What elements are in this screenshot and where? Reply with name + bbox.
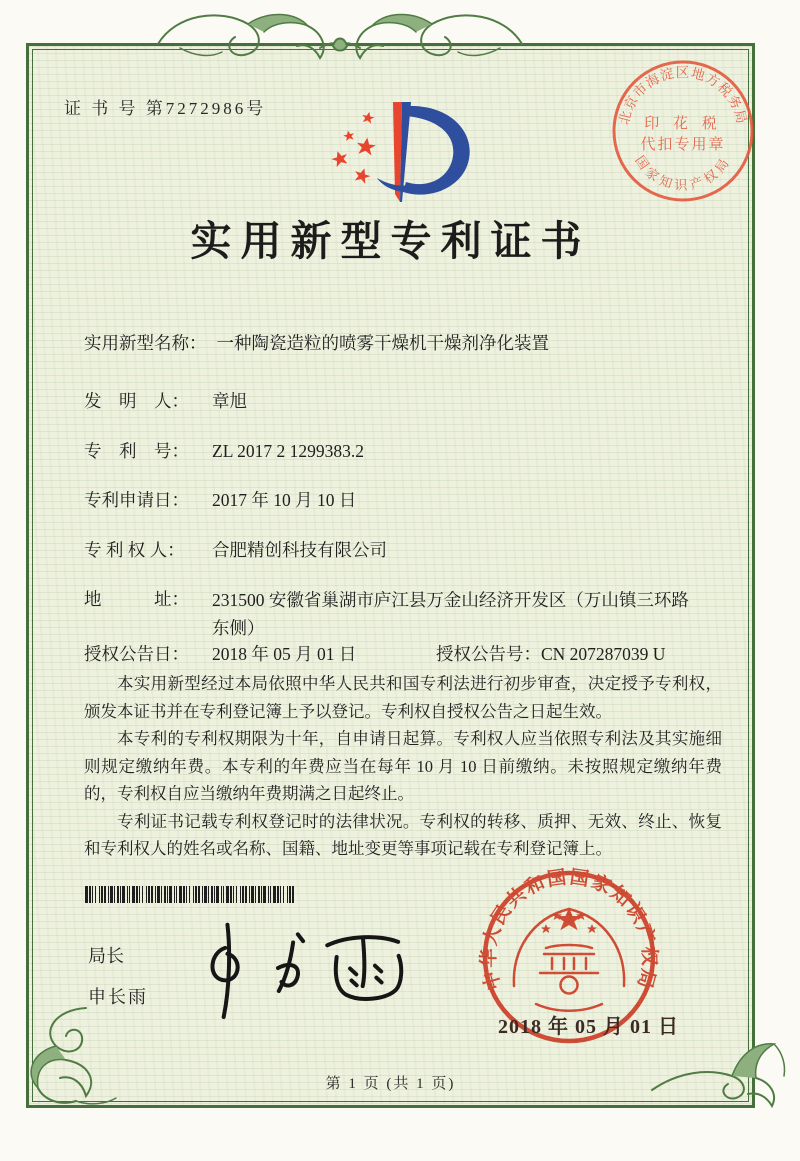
field-grant-number bbox=[436, 641, 665, 666]
national-emblem-icon bbox=[514, 909, 624, 1011]
field-address bbox=[84, 586, 690, 642]
seal-arc-text: 中华人民共和国国家知识产权局 bbox=[478, 867, 660, 993]
signer-title: 局长 bbox=[88, 946, 124, 966]
tax-stamp-arc-bottom: 国家知识产权局 bbox=[632, 152, 734, 193]
field-label: 授权公告日： bbox=[84, 644, 189, 664]
field-label: 地 址： bbox=[84, 589, 189, 609]
field-label: 专 利 权 人： bbox=[84, 540, 185, 560]
field-label: 发 明 人： bbox=[84, 391, 189, 411]
field-application-date bbox=[84, 487, 356, 512]
field-label: 授权公告号： bbox=[436, 644, 541, 664]
field-value: 2018 年 05 月 01 日 bbox=[212, 644, 357, 664]
field-value: 章旭 bbox=[212, 391, 247, 411]
field-patentee bbox=[84, 537, 387, 562]
field-utility-model-name bbox=[84, 330, 549, 355]
svg-text:国家知识产权局 bbox=[632, 153, 734, 193]
tax-stamp-line1: 印 花 税 bbox=[644, 116, 722, 132]
cnipa-logo-icon bbox=[300, 88, 500, 216]
field-grant-date bbox=[84, 641, 356, 666]
field-label: 专 利 号： bbox=[84, 441, 189, 461]
field-value: ZL 2017 2 1299383.2 bbox=[212, 441, 364, 461]
field-patent-number bbox=[84, 438, 364, 463]
legal-paragraph-1: 本实用新型经过本局依照中华人民共和国专利法进行初步审查，决定授予专利权，颁发本证书并在专利登记簿上予以登记。专利权自授权公告之日起生效。 bbox=[84, 674, 722, 721]
legal-paragraph-2: 本专利的专利权期限为十年，自申请日起算。专利权人应当依照专利法及其实施细则规定缴纳年费。本专利的年费应当在每年 10 月 10 日前缴纳。未按照规定缴纳年费的，专利权自应当缴纳年费期满之日起终止。 bbox=[84, 729, 722, 803]
director-signature-icon bbox=[196, 911, 420, 1024]
top-scroll-ornament-icon bbox=[150, 4, 530, 68]
field-value: 一种陶瓷造粒的喷雾干燥机干燥剂净化装置 bbox=[216, 333, 549, 353]
field-value: 2017 年 10 月 10 日 bbox=[212, 490, 357, 510]
field-value: 231500 安徽省巢湖市庐江县万金山经济开发区（万山镇三环路东侧） bbox=[212, 590, 689, 638]
legal-paragraph-3: 专利证书记载专利权登记时的法律状况。专利权的转移、质押、无效、终止、恢复和专利权人的姓名或名称、国籍、地址变更等事项记载在专利登记簿上。 bbox=[84, 811, 722, 858]
page-number: 第 1 页 (共 1 页) bbox=[325, 1076, 456, 1092]
tax-stamp-icon bbox=[608, 56, 758, 206]
barcode bbox=[85, 886, 299, 903]
field-value: 合肥精创科技有限公司 bbox=[212, 540, 387, 560]
bottom-left-ornament-icon bbox=[14, 1000, 118, 1118]
field-label: 实用新型名称： bbox=[84, 333, 207, 353]
signer-name: 申长雨 bbox=[88, 987, 148, 1007]
tax-stamp-arc-top: 北京市海淀区地方税务局 bbox=[616, 64, 750, 126]
seal-date: 2018 年 05 月 01 日 bbox=[498, 1016, 679, 1038]
field-label: 专利申请日： bbox=[84, 490, 189, 510]
tax-stamp-line2: 代扣专用章 bbox=[640, 137, 726, 153]
field-value: CN 207287039 U bbox=[541, 644, 666, 664]
certificate-title: 实用新型专利证书 bbox=[190, 218, 591, 264]
field-inventor bbox=[84, 388, 247, 413]
legal-text-block bbox=[84, 670, 722, 863]
certificate-number: 证 书 号 第7272986号 bbox=[64, 99, 267, 118]
